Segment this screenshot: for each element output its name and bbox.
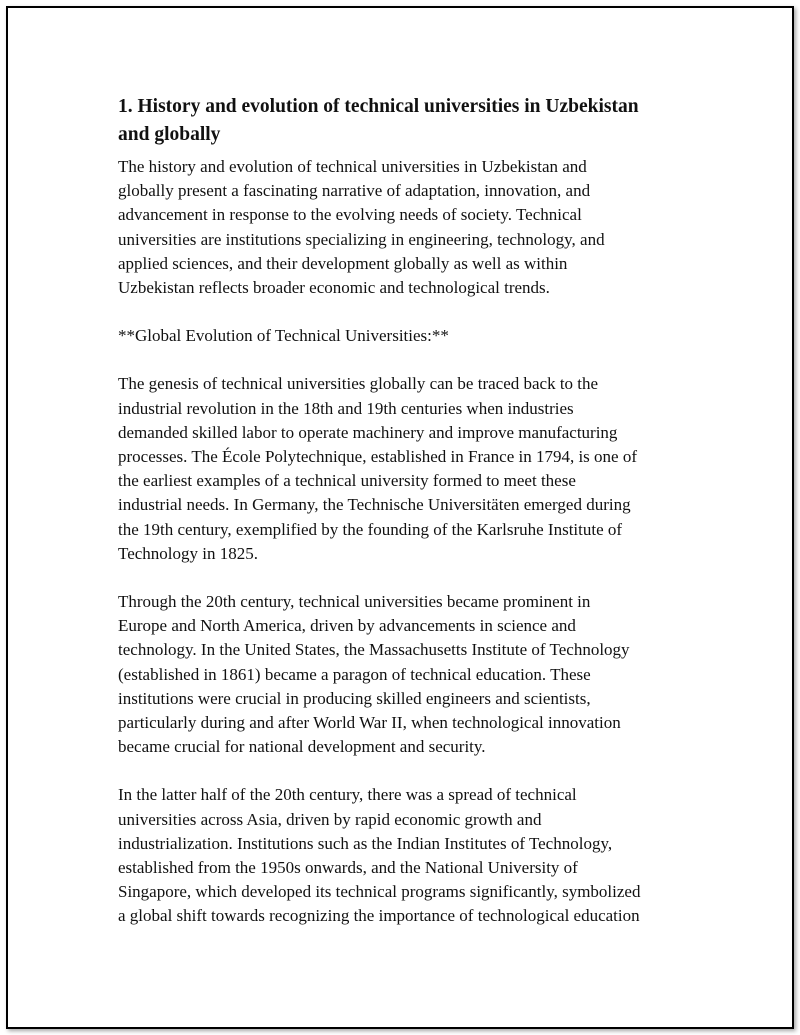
paragraph-subheading-global-evolution: **Global Evolution of Technical Universities:**: [118, 326, 449, 346]
paragraph-20th-century: Through the 20th century, technical universities became prominent in Europe and North America, driven by advancements in science and technology. In the United States, the Massachusetts Institute of Technology (established in 1861) became a paragon of technical education. These institutions were crucial in producing skilled engineers and scientists, particularly during and after World War II, when technological innovation became crucial for national development and security.: [118, 592, 630, 757]
paragraph-asia-spread: In the latter half of the 20th century, there was a spread of technical universities across Asia, driven by rapid economic growth and industrialization. Institutions such as the Indian Institutes of Technology, established from the 1950s onwards, and the National University of Singapore, which developed its technical programs significantly, symbolized a global shift towards recognizing the importance of technological education: [118, 785, 641, 926]
paragraph-genesis: The genesis of technical universities globally can be traced back to the industrial revolution in the 18th and 19th centuries when industries demanded skilled labor to operate machinery and improve manufacturing processes. The École Polytechnique, established in France in 1794, is one of the earliest examples of a technical university formed to meet these industrial needs. In Germany, the Technische Universitäten emerged during the 19th century, exemplified by the founding of the Karlsruhe Institute of Technology in 1825.: [118, 374, 638, 563]
document-body: [118, 93, 688, 953]
paragraph-intro: The history and evolution of technical universities in Uzbekistan and globally present a fascinating narrative of adaptation, innovation, and advancement in response to the evolving needs of society. Technical universities are institutions specializing in engineering, technology, and applied sciences, and their development globally as well as within Uzbekistan reflects broader economic and technological trends.: [118, 157, 605, 298]
section-heading: 1. History and evolution of technical universities in Uzbekistan and globally: [118, 96, 639, 145]
